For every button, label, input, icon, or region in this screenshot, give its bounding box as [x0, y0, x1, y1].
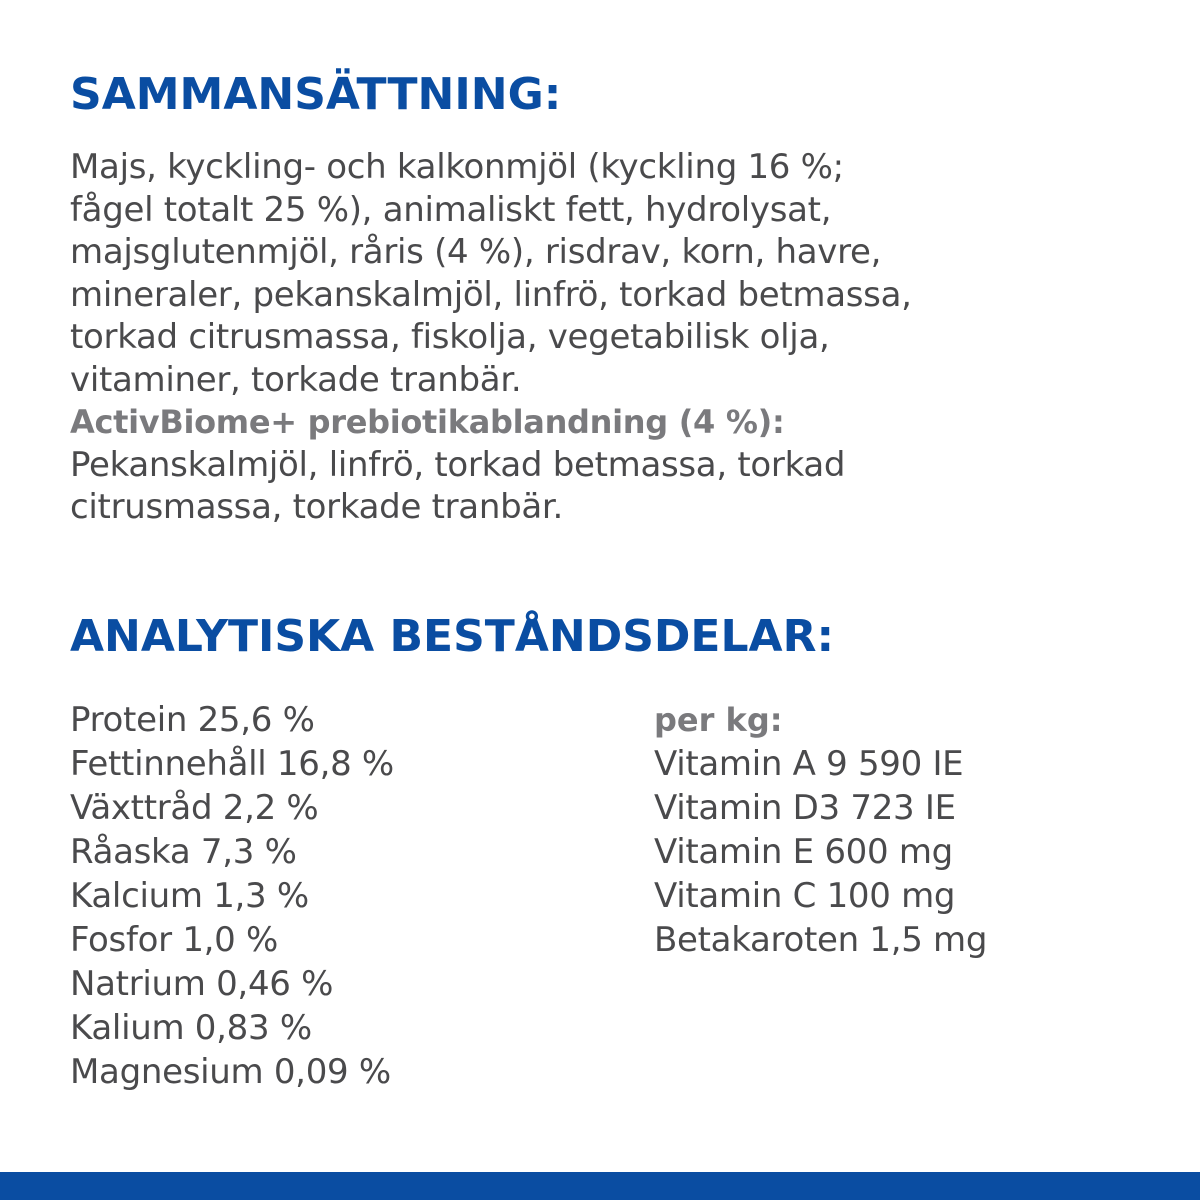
composition-line: vitaminer, torkade tranbär. [70, 359, 522, 400]
composition-line: majsglutenmjöl, råris (4 %), risdrav, korn, havre, [70, 232, 882, 272]
composition-line: mineraler, pekanskalmjöl, linfrö, torkad betmassa, [70, 274, 912, 315]
vitamin-item: Vitamin E 600 mg [654, 832, 953, 872]
analytical-item: Fosfor 1,0 % [70, 920, 279, 960]
analytical-right-list [654, 698, 987, 962]
analytical-item: Växttråd 2,2 % [70, 788, 319, 828]
per-kg-title: per kg: [654, 701, 783, 739]
composition-line: fågel totalt 25 %), animaliskt fett, hydrolysat, [70, 189, 832, 230]
analytical-item: Råaska 7,3 % [70, 832, 297, 872]
analytical-item: Natrium 0,46 % [70, 964, 334, 1004]
prebiotic-line: Pekanskalmjöl, linfrö, torkad betmassa, torkad [70, 444, 846, 485]
analytical-item: Fettinnehåll 16,8 % [70, 744, 394, 784]
analytical-item: Kalium 0,83 % [70, 1008, 312, 1048]
analytical-item: Protein 25,6 % [70, 700, 315, 740]
vitamin-item: Betakaroten 1,5 mg [654, 920, 988, 960]
prebiotic-line: citrusmassa, torkade tranbär. [70, 487, 563, 527]
prebiotic-title: ActivBiome+ prebiotikablandning (4 %): [70, 403, 785, 441]
vitamin-item: Vitamin C 100 mg [654, 876, 956, 916]
composition-line: torkad citrusmassa, fiskolja, vegetabilisk olja, [70, 317, 830, 357]
composition-line: Majs, kyckling- och kalkonmjöl (kyckling 16 %; [70, 147, 844, 187]
analytical-item: Magnesium 0,09 % [70, 1052, 391, 1092]
analytical-heading: ANALYTISKA BESTÅNDSDELAR: [70, 611, 835, 662]
vitamin-item: Vitamin A 9 590 IE [654, 744, 964, 784]
bottom-bar [0, 1172, 1200, 1200]
analytical-item: Kalcium 1,3 % [70, 876, 309, 916]
composition-heading: SAMMANSÄTTNING: [70, 69, 562, 120]
analytical-left-list [70, 698, 394, 1094]
composition-text [70, 146, 1150, 529]
vitamin-item: Vitamin D3 723 IE [654, 788, 956, 828]
